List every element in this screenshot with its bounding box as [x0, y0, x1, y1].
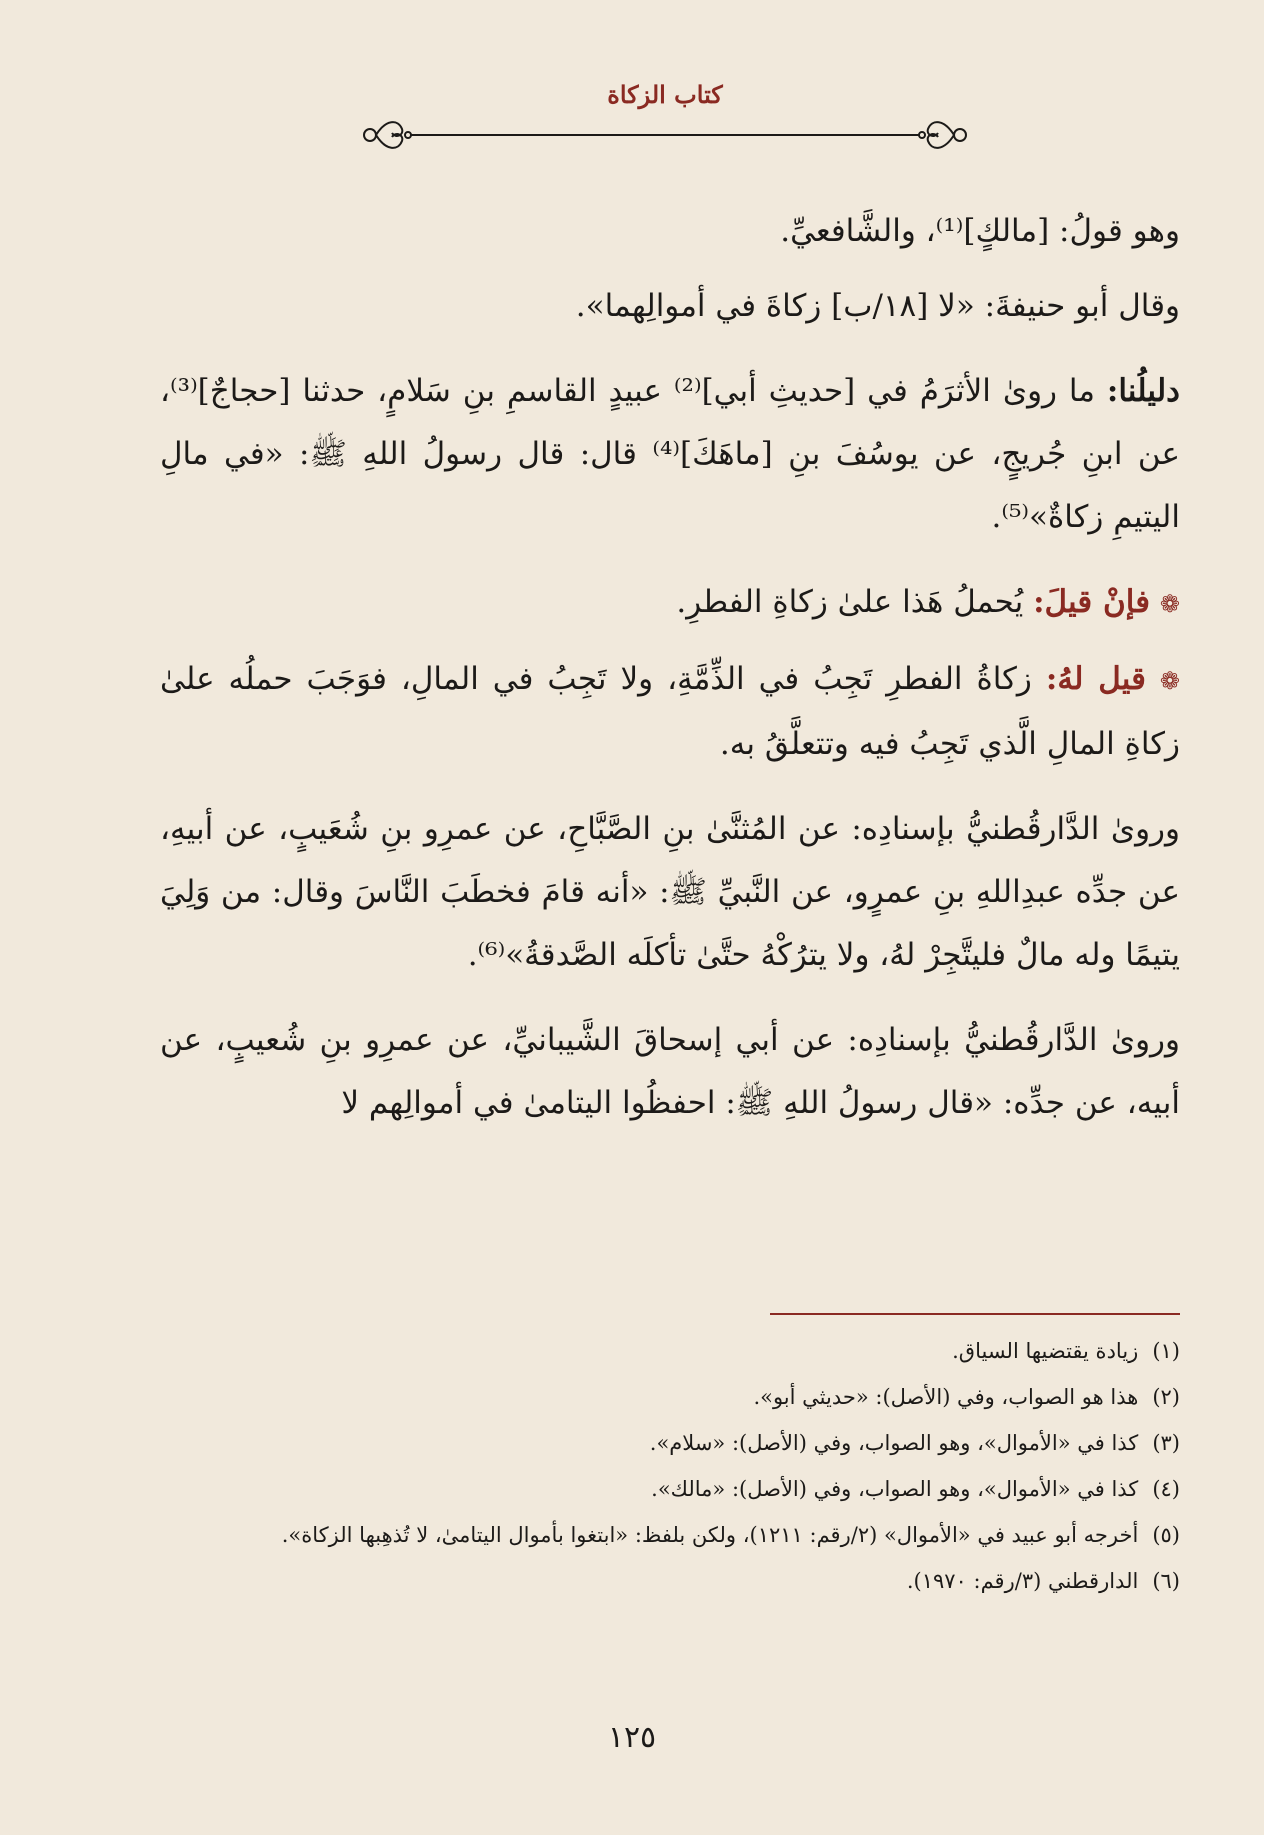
footnote-2: [160, 1374, 1180, 1420]
flower-ornament-icon: ❁: [1159, 590, 1180, 618]
footnote-text: هذا هو الصواب، وفي (الأصل): «حديثي أبو».: [753, 1385, 1139, 1409]
reply-label: قيل لهُ:: [1045, 661, 1146, 697]
footnote-divider: [770, 1313, 1180, 1315]
page-number: ١٢٥: [607, 1720, 657, 1755]
objection-paragraph: [160, 571, 1180, 636]
ornamental-divider-icon: [350, 113, 980, 157]
footnote-number: (٤): [1152, 1477, 1180, 1501]
footnote-text: كذا في «الأموال»، وهو الصواب، وفي (الأصل): «مالك».: [651, 1477, 1139, 1501]
footnote-4: [160, 1466, 1180, 1512]
reply-paragraph: [160, 648, 1180, 776]
footnote-number: (٦): [1152, 1569, 1180, 1593]
paragraph-3: [160, 360, 1180, 549]
flower-ornament-icon: ❁: [1159, 667, 1181, 695]
main-text: [160, 200, 1180, 1157]
footnote-text: كذا في «الأموال»، وهو الصواب، وفي (الأصل): «سلام».: [649, 1431, 1139, 1455]
footnotes: [160, 1328, 1180, 1604]
paragraph-1: وهو قولُ: [مالكٍ]⁽¹⁾، والشَّافعيِّ.: [780, 213, 1180, 249]
paragraph-2: وقال أبو حنيفةَ: «لا [١٨/ب] زكاةَ في أموالِهما».: [575, 288, 1180, 324]
running-header: [350, 80, 980, 160]
footnote-number: (٥): [1152, 1523, 1180, 1547]
footnote-6: [160, 1558, 1180, 1604]
footnote-text: أخرجه أبو عبيد في «الأموال» (٢/رقم: ١٢١١)، ولكن بلفظ: «ابتغوا بأموال اليتامىٰ، لا تُذهِبها الزكاة».: [281, 1523, 1139, 1547]
footnote-3: [160, 1420, 1180, 1466]
footnote-text: الدارقطني (٣/رقم: ١٩٧٠).: [906, 1569, 1139, 1593]
reply-text: زكاةُ الفطرِ تَجِبُ في الذِّمَّةِ، ولا تَجِبُ في المالِ، فوَجَبَ حملُه علىٰ زكاةِ المالِ الَّذي تَجِبُ فيه وتتعلَّقُ به.: [160, 661, 1180, 762]
footnote-number: (١): [1152, 1339, 1180, 1363]
footnote-number: (٣): [1152, 1431, 1180, 1455]
evidence-text: ما روىٰ الأثرَمُ في [حديثِ أبي]⁽²⁾ عبيدٍ القاسمِ بنِ سَلامٍ، حدثنا [حجاجٌ]⁽³⁾، عن ابنِ جُريجٍ، عن يوسُفَ بنِ [ماهَكَ]⁽⁴⁾ قال: قال رسولُ اللهِ ﷺ: «في مالِ اليتيمِ زكاةٌ»⁽⁵⁾.: [160, 373, 1180, 535]
footnote-5: [160, 1512, 1180, 1558]
footnote-1: [160, 1328, 1180, 1374]
paragraph-4: وروىٰ الدَّارقُطنيُّ بإسنادِه: عن المُثنَّىٰ بنِ الصَّبَّاحِ، عن عمرِو بنِ شُعَيبٍ، عن أبيهِ، عن جدِّه عبدِاللهِ بنِ عمرٍو، عن النَّبيِّ ﷺ: «أنه قامَ فخطَبَ النَّاسَ وقال: من وَلِيَ يتيمًا وله مالٌ فليتَّجِرْ لهُ، ولا يترُكْهُ حتَّىٰ تأكلَه الصَّدقةُ»⁽⁶⁾.: [160, 811, 1180, 973]
paragraph-5: وروىٰ الدَّارقُطنيُّ بإسنادِه: عن أبي إسحاقَ الشَّيبانيِّ، عن عمرِو بنِ شُعيبٍ، عن أبيه، عن جدِّه: «قال رسولُ اللهِ ﷺ: احفظُوا اليتامىٰ في أموالِهم لا: [160, 1022, 1180, 1121]
footnote-number: (٢): [1152, 1385, 1180, 1409]
chapter-title: كتاب الزكاة: [607, 80, 723, 109]
objection-label: فإنْ قيلَ:: [1033, 584, 1151, 620]
footnote-text: زيادة يقتضيها السياق.: [952, 1339, 1139, 1363]
objection-text: يُحملُ هَذا علىٰ زكاةِ الفطرِ.: [676, 584, 1034, 620]
evidence-label: دليلُنا:: [1106, 373, 1180, 409]
